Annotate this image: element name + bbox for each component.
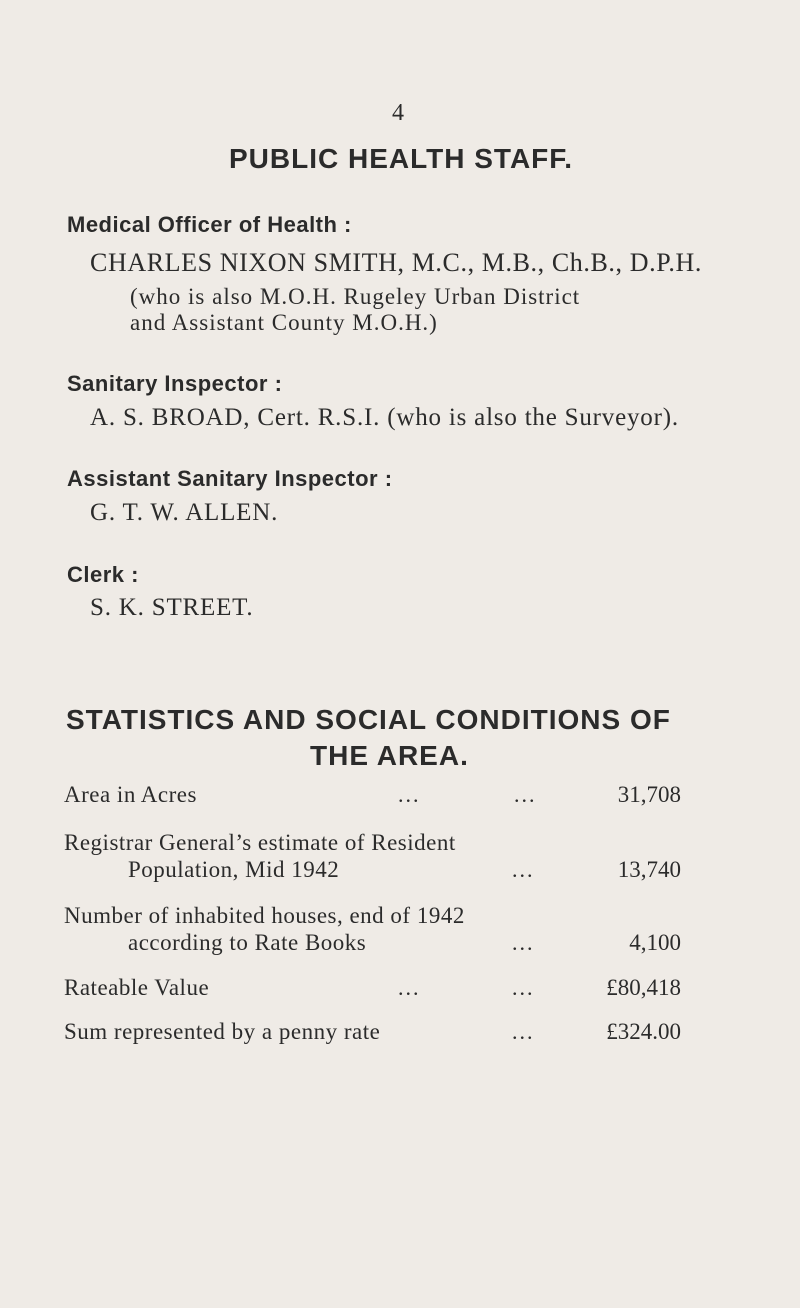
staff-heading: PUBLIC HEALTH STAFF. bbox=[229, 143, 574, 174]
stat-value-rateable-value: £80,418 bbox=[606, 975, 681, 1000]
stat-dots: ... bbox=[512, 930, 535, 955]
stat-label-houses-line2: according to Rate Books bbox=[128, 930, 367, 955]
sanitary-inspector-name: A. S. BROAD, Cert. R.S.I. (who is also the Surveyor). bbox=[90, 404, 679, 431]
stat-label-population-line1: Registrar General’s estimate of Resident bbox=[64, 830, 456, 855]
stat-dots: ... bbox=[398, 975, 421, 1000]
stat-dots: ... bbox=[514, 782, 537, 807]
statistics-heading-line1: STATISTICS AND SOCIAL CONDITIONS OF bbox=[66, 704, 671, 735]
stat-dots: ... bbox=[398, 782, 421, 807]
clerk-label: Clerk : bbox=[67, 562, 139, 587]
stat-label-population-line2: Population, Mid 1942 bbox=[128, 857, 340, 882]
stat-dots: ... bbox=[512, 1019, 535, 1044]
assistant-sanitary-inspector-label: Assistant Sanitary Inspector : bbox=[67, 466, 393, 491]
moh-label: Medical Officer of Health : bbox=[67, 212, 352, 237]
stat-value-penny-rate: £324.00 bbox=[606, 1019, 681, 1044]
sanitary-inspector-label: Sanitary Inspector : bbox=[67, 371, 283, 396]
stat-label-rateable-value: Rateable Value bbox=[64, 975, 210, 1000]
stat-value-population: 13,740 bbox=[617, 857, 681, 882]
moh-note-line1: (who is also M.O.H. Rugeley Urban District bbox=[130, 284, 581, 309]
stat-label-penny-rate: Sum represented by a penny rate bbox=[64, 1019, 381, 1044]
assistant-sanitary-inspector-name: G. T. W. ALLEN. bbox=[90, 499, 279, 526]
moh-note-line2: and Assistant County M.O.H.) bbox=[130, 310, 438, 335]
stat-dots: ... bbox=[512, 975, 535, 1000]
moh-name: CHARLES NIXON SMITH, M.C., M.B., Ch.B., D.P.H. bbox=[90, 248, 702, 277]
stat-dots: ... bbox=[512, 857, 535, 882]
stat-label-houses-line1: Number of inhabited houses, end of 1942 bbox=[64, 903, 465, 928]
stat-label-area: Area in Acres bbox=[64, 782, 197, 807]
page-number: 4 bbox=[392, 100, 404, 126]
statistics-heading-line2: THE AREA. bbox=[310, 740, 469, 771]
stat-value-area: 31,708 bbox=[617, 782, 681, 807]
clerk-name: S. K. STREET. bbox=[90, 594, 254, 621]
stat-value-houses: 4,100 bbox=[629, 930, 681, 955]
